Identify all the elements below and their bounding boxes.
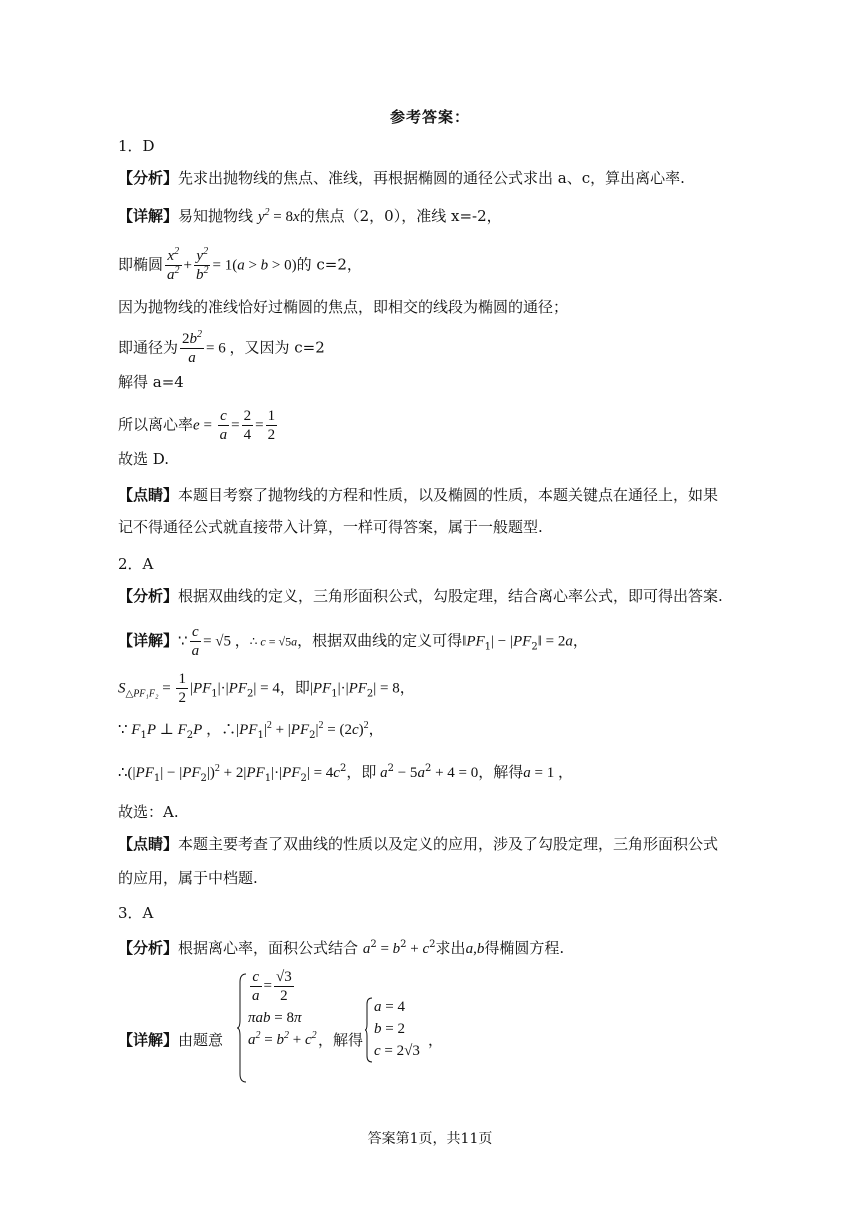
left-brace-icon [236,972,248,1084]
q1-ellipse-line: 即椭圆 $\frac{x^2}{a^2}$ + $\frac{y^2}{b^2}$ = 1(a > b > 0)的 c=2， [118,246,362,283]
left-brace-icon [364,996,374,1064]
page-footer: 答案第1页，共11页 [367,1131,493,1147]
analysis-tag: 【分析】 [118,939,179,957]
page-title: 参考答案： [389,108,470,126]
analysis-tag: 【分析】 [118,169,179,187]
q2-analysis: 【分析】根据双曲线的定义，三角形面积公式，勾股定理，结合离心率公式，即可得出答案. [118,587,723,605]
q2-compute: $\therefore(|PF_1| - |PF_2|)^2 + 2|PF_1|\cdot|PF_2| = 4c^2$，即 $a^2 - 5a^2 + 4 = 0$，解得a = 1 ， [118,763,573,784]
analysis-text: 先求出抛物线的焦点、准线，再根据椭圆的通径公式求出 a、c，算出离心率. [178,169,685,187]
q1-detail: 【详解】易知抛物线 $y^2 = 8x$的焦点（2，0），准线 x=-2， [118,207,502,225]
q2-choice: 故选：A. [118,803,179,821]
q1-head: 1．D [118,137,155,155]
q2-area: $S_{\triangle PF_1F_2}$ = $\frac{1}{2}$ $|PF_1|\cdot|PF_2| = 4$，即$|PF_1|\cdot|PF_2| = 8$， [118,671,415,706]
q1-solve: 解得 a=4 [118,373,184,391]
q2-perpendicular: ∵ $F_1P$ ⊥ $F_2P$ ，$\therefore|PF_1|^2 + |PF_2|^2 = (2c)^2$， [118,720,384,741]
given-system: $\frac{c}{a}$ = $\frac{√3}{2}$ πab = 8π $a^2 = b^2 + c^2$ [248,969,317,1048]
q3-analysis: 【分析】根据离心率，面积公式结合 $a^2 = b^2 + c^2$求出a,b得椭圆方程. [118,939,565,957]
q1-comment-cont: 记不得通径公式就直接带入计算，一样可得答案，属于一般题型. [118,518,543,536]
comment-tag: 【点睛】 [118,835,179,853]
q1-latus-rectum: 即通径为 $\frac{2b^2}{a}$ = 6 ，又因为 c=2 [118,329,325,366]
q2-comment-cont: 的应用，属于中档题. [118,869,258,887]
latus-rectum-fraction: $\frac{2b^2}{a}$ [182,329,203,366]
q3-solve-label: ，解得 [318,1031,364,1049]
q3-head: 3．A [118,904,154,922]
q1-comment: 【点睛】本题目考察了抛物线的方程和性质，以及椭圆的性质，本题关键点在通径上，如果 [118,486,719,504]
y2-over-b2: $\frac{y^2}{b^2}$ [195,246,209,283]
q2-head: 2．A [118,555,154,573]
solution-system: a = 4 b = 2 c = 2√3 [374,999,420,1059]
q2-detail: 【详解】∵ $\frac{c}{a}$ = √5 ，∴ c = √5a，根据双曲线的定义可得$‖PF_1|$ − $|PF_2‖ = 2a$， [118,624,588,659]
detail-tag: 【详解】 [118,1031,179,1049]
comment-tag: 【点睛】 [118,486,179,504]
q1-analysis [118,167,685,189]
q1-reason: 因为抛物线的准线恰好过椭圆的焦点，即相交的线段为椭圆的通径； [118,298,569,316]
q1-choice: 故选 D. [118,450,170,468]
q3-detail: 【详解】由题意 [118,1031,224,1049]
detail-tag: 【详解】 [118,207,179,225]
parabola-equation: $y^2 = 8x$ [257,207,300,225]
x2-over-a2: $\frac{x^2}{a^2}$ [167,246,180,283]
q1-eccentricity: 所以离心率e = $\frac{c}{a}$ = $\frac{2}{4}$ = $\frac{1}{2}$ [118,408,276,443]
analysis-tag: 【分析】 [118,587,179,605]
detail-tag: 【详解】 [118,631,179,650]
q2-comment: 【点睛】本题主要考查了双曲线的性质以及定义的应用，涉及了勾股定理，三角形面积公式 [118,835,719,853]
q3-detail-end: ， [428,1031,444,1049]
